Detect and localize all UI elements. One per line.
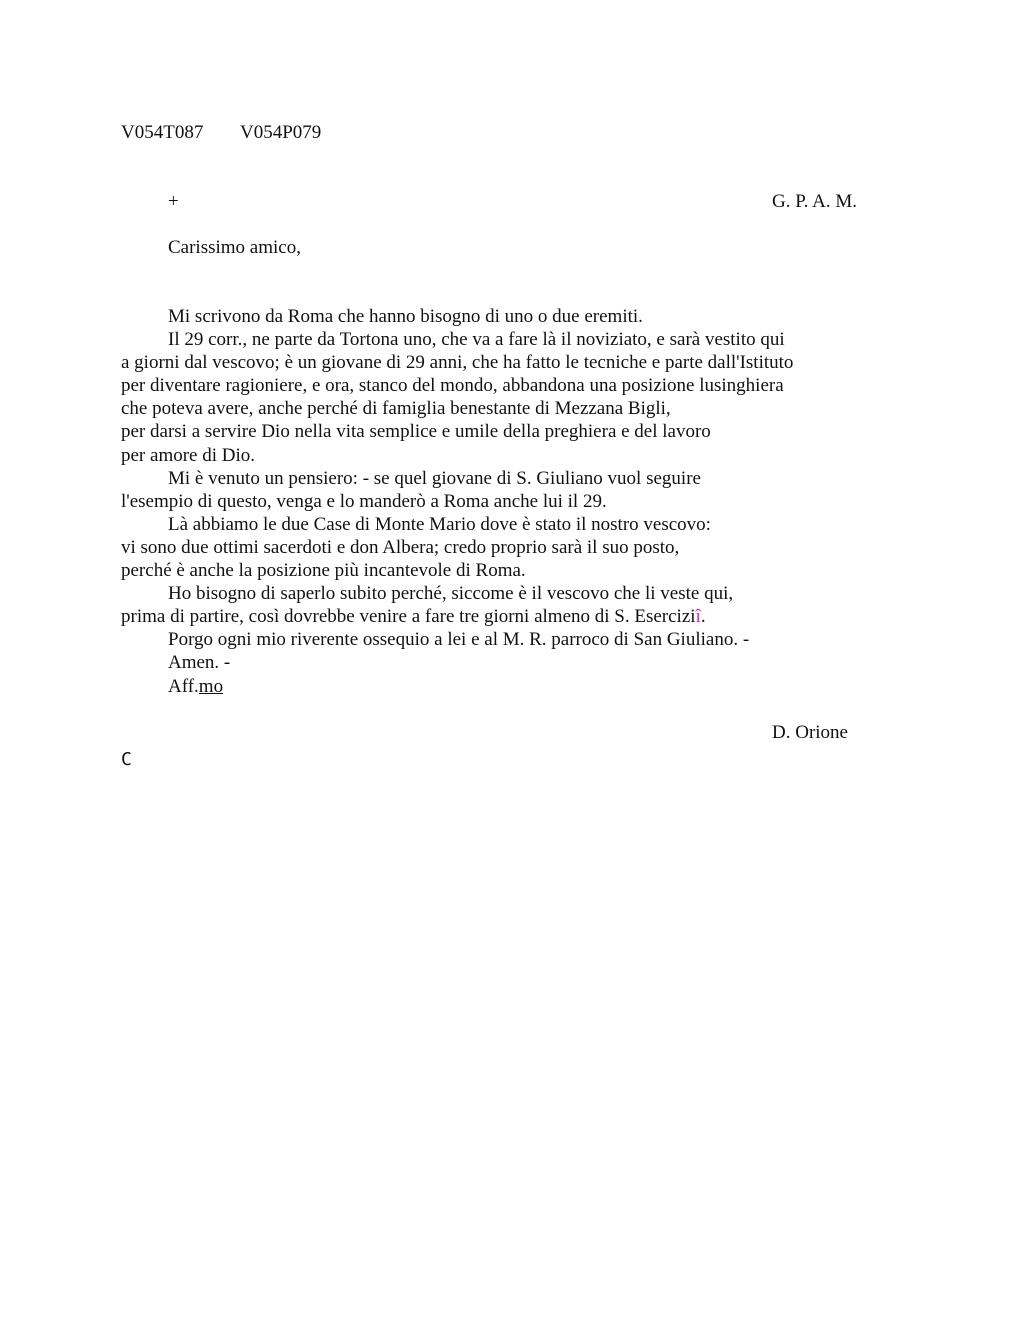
closing-line: Amen. - bbox=[168, 652, 231, 674]
salutation: Carissimo amico, bbox=[168, 237, 301, 258]
sentence-period: . bbox=[700, 606, 706, 628]
letter-line: Il 29 corr., ne parte da Tortona uno, che va a fare là il noviziato, e sarà vestito qui bbox=[168, 329, 785, 351]
letter-line: per amore di Dio. bbox=[121, 444, 256, 466]
accent-highlight: î bbox=[695, 606, 701, 628]
letter-line: per darsi a servire Dio nella vita semplice e umile della preghiera e del lavoro bbox=[121, 421, 711, 443]
valediction-prefix: Aff. bbox=[168, 675, 199, 697]
footer-mark: C bbox=[121, 749, 132, 770]
valediction bbox=[121, 675, 881, 698]
signature: D. Orione bbox=[772, 722, 848, 743]
letter-line: Mi è venuto un pensiero: - se quel giovane di S. Giuliano vuol seguire bbox=[168, 467, 701, 489]
exercises-text: prima di partire, così dovrebbe venire a fare tre giorni almeno di S. Esercizi bbox=[121, 606, 696, 628]
letter-line: Mi scrivono da Roma che hanno bisogno di uno o due eremiti. bbox=[168, 306, 643, 327]
reference-code-page: V054P079 bbox=[240, 122, 322, 143]
valediction-superscript: mo bbox=[198, 675, 224, 697]
closing-line: Porgo ogni mio riverente ossequio a lei e al M. R. parroco di San Giuliano. - bbox=[168, 629, 750, 651]
letter-line: per diventare ragioniere, e ora, stanco del mondo, abbandona una posizione lusinghiera bbox=[121, 375, 784, 397]
letter-line: Là abbiamo le due Case di Monte Mario dove è stato il nostro vescovo: bbox=[168, 513, 711, 535]
letter-line-exercises bbox=[121, 605, 881, 628]
monogram-heading: G. P. A. M. bbox=[772, 191, 857, 212]
letter-line: perché è anche la posizione più incantevole di Roma. bbox=[121, 560, 526, 582]
letter-line: vi sono due ottimi sacerdoti e don Albera; credo proprio sarà il suo posto, bbox=[121, 536, 680, 558]
letter-line: a giorni dal vescovo; è un giovane di 29 anni, che ha fatto le tecniche e parte dall'Istituto bbox=[121, 352, 794, 374]
letter-line: che poteva avere, anche perché di famiglia benestante di Mezzana Bigli, bbox=[121, 398, 671, 420]
reference-code-volume: V054T087 bbox=[121, 122, 204, 143]
letter-body bbox=[121, 305, 881, 698]
letter-line: l'esempio di questo, venga e lo manderò a Roma anche lui il 29. bbox=[121, 490, 607, 512]
letter-line: Ho bisogno di saperlo subito perché, siccome è il vescovo che li veste qui, bbox=[168, 583, 734, 605]
cross-symbol: + bbox=[168, 191, 179, 212]
